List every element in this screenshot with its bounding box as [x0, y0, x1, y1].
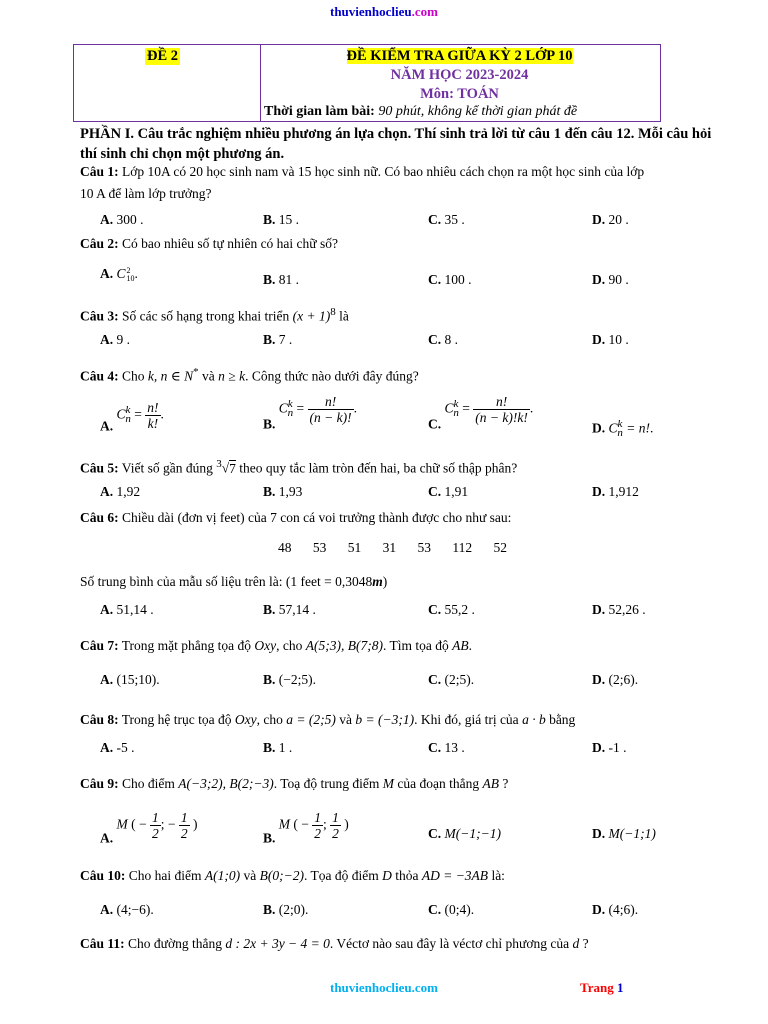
q4-option-c[interactable]: C. $C^k_n$ = $\frac{n!}{(n - k)!k!}$ . — [428, 394, 534, 432]
question-label: Câu 5: — [80, 460, 119, 476]
q6-option-d[interactable]: D. 52,26 . — [592, 602, 646, 617]
q1-option-b[interactable]: B. 15 . — [263, 212, 300, 227]
q9-option-d[interactable]: D. M(−1;1) — [592, 826, 656, 841]
question-3: Câu 3: Số các số hạng trong khai triển $(x + 1)^8$ là — [80, 306, 349, 324]
q4-option-b[interactable]: B. $C^k_n$ = $\frac{n!}{(n - k)!}$ . — [263, 394, 358, 432]
q8-option-b[interactable]: B. 1 . — [263, 740, 293, 755]
q9-option-a[interactable]: A. M ( − $\frac{1}{2}$ ; − $\frac{1}{2}$ ) — [100, 810, 198, 846]
question-text: Lớp 10A có 20 học sinh nam và 15 học sinh nữ. Có bao nhiêu cách chọn ra một học sinh của lớp — [118, 164, 645, 179]
q5-option-b[interactable]: B. 1,93 — [263, 484, 303, 499]
question-text: Có bao nhiêu số tự nhiên có hai chữ số? — [118, 236, 338, 251]
question-1-line2 — [80, 186, 211, 202]
q2-option-c[interactable]: C. 100 . — [428, 272, 472, 287]
q1-option-c[interactable]: C. 35 . — [428, 212, 465, 227]
q7-option-c[interactable]: C. (2;5). — [428, 672, 475, 687]
school-year: NĂM HỌC 2023-2024 — [390, 67, 529, 83]
question-7: Câu 7: Trong mặt phẳng tọa độ Oxy, cho A(5;3), B(7;8). Tìm tọa độ AB. — [80, 638, 472, 653]
question-1 — [80, 164, 644, 180]
q5-option-c[interactable]: C. 1,91 — [428, 484, 469, 499]
question-label: Câu 8: — [80, 712, 119, 727]
question-label: Câu 11: — [80, 936, 125, 951]
question-label: Câu 6: — [80, 510, 119, 525]
question-text: Số các số hạng trong khai triển — [118, 308, 293, 324]
q7-option-b[interactable]: B. (−2;5). — [263, 672, 316, 687]
question-label: Câu 1: — [80, 164, 119, 179]
exam-title — [260, 48, 659, 65]
question-2 — [80, 236, 338, 252]
question-label: Câu 7: — [80, 638, 119, 653]
subject: Môn: TOÁN — [420, 86, 499, 102]
q1-option-d[interactable]: D. 20 . — [592, 212, 629, 227]
question-5: Câu 5: Viết số gần đúng $^3$√7 theo quy tắc làm tròn đến hai, ba chữ số thập phân? — [80, 458, 518, 476]
q2-option-d[interactable]: D. 90 . — [592, 272, 629, 287]
q1-option-a[interactable]: A. 300 . — [100, 212, 144, 227]
question-8: Câu 8: Trong hệ trục tọa độ Oxy, cho a = (2;5) và b = (−3;1). Khi đó, giá trị của a · b bằng — [80, 712, 576, 727]
q10-option-d[interactable]: D. (4;6). — [592, 902, 639, 917]
q5-option-a[interactable]: A. 1,92 — [100, 484, 141, 499]
question-6: Câu 6: Chiều dài (đơn vị feet) của 7 con cá voi trưởng thành được cho như sau: — [80, 510, 512, 525]
page-number: Trang 1 — [580, 980, 624, 995]
q3-option-b[interactable]: B. 7 . — [263, 332, 293, 347]
class-name: 10 A — [80, 186, 106, 201]
time-limit — [264, 104, 577, 120]
q6-option-a[interactable]: A. 51,14 . — [100, 602, 154, 617]
q4-option-a[interactable]: A. $C^k_n$ = $\frac{n!}{k!}$ . — [100, 400, 164, 434]
question-label: Câu 3: — [80, 308, 119, 324]
q9-option-b[interactable]: B. M ( − $\frac{1}{2}$ ; $\frac{1}{2}$ ) — [263, 810, 349, 846]
q6-option-b[interactable]: B. 57,14 . — [263, 602, 316, 617]
q10-option-b[interactable]: B. (2;0). — [263, 902, 309, 917]
question-label: Câu 4: — [80, 368, 119, 384]
site-name: thuvienhoclieu — [330, 4, 412, 19]
q3-option-a[interactable]: A. 9 . — [100, 332, 130, 347]
question-label: Câu 9: — [80, 776, 119, 791]
question-text: để làm lớp trưởng? — [105, 186, 212, 201]
question-9: Câu 9: Cho điểm A(−3;2), B(2;−3). Toạ độ trung điểm M của đoạn thẳng AB ? — [80, 776, 509, 791]
q4-option-d[interactable]: D. $C^k_n = n$!. — [592, 418, 654, 440]
question-6-prompt: Số trung bình của mẫu số liệu trên là: (1 feet = 0,3048m) — [80, 574, 388, 589]
part-1-heading: PHẦN I. Câu trắc nghiệm nhiều phương án lựa chọn. Thí sinh trả lời từ câu 1 đến câu 12. Mỗi câu hỏi thí sinh chỉ chọn một phương án. — [80, 126, 712, 162]
exam-code: ĐỀ 2 — [147, 48, 179, 64]
q3-option-d[interactable]: D. 10 . — [592, 332, 629, 347]
q2-option-a[interactable]: A. C 2 10 . — [100, 265, 138, 283]
q8-option-c[interactable]: C. 13 . — [428, 740, 465, 755]
question-4: Câu 4: Cho k, n ∈ N* và n ≥ k. Công thức nào dưới đây đúng? — [80, 366, 419, 384]
question-11: Câu 11: Cho đường thẳng d : 2x + 3y − 4 = 0. Véctơ nào sau đây là véctơ chỉ phương của d ? — [80, 936, 589, 951]
exam-title-text: ĐỀ KIỂM TRA GIỮA KỲ 2 LỚP 10 — [346, 48, 573, 64]
question-10: Câu 10: Cho hai điểm A(1;0) và B(0;−2). Tọa độ điểm D thỏa AD = −3AB là: — [80, 868, 505, 883]
q7-option-d[interactable]: D. (2;6). — [592, 672, 639, 687]
q8-option-a[interactable]: A. -5 . — [100, 740, 135, 755]
q10-option-c[interactable]: C. (0;4). — [428, 902, 475, 917]
q5-option-d[interactable]: D. 1,912 — [592, 484, 639, 499]
time-label: Thời gian làm bài: — [264, 104, 375, 119]
site-header — [0, 4, 768, 20]
site-domain: .com — [411, 4, 438, 19]
q8-option-d[interactable]: D. -1 . — [592, 740, 627, 755]
footer-site: thuvienhoclieu.com — [330, 980, 438, 995]
q6-option-c[interactable]: C. 55,2 . — [428, 602, 475, 617]
time-value: 90 phút, không kể thời gian phát đề — [374, 104, 578, 119]
q2-option-b[interactable]: B. 81 . — [263, 272, 300, 287]
q7-option-a[interactable]: A. (15;10). — [100, 672, 160, 687]
whale-length-data: 48 53 51 31 53 112 52 — [278, 540, 507, 555]
question-label: Câu 2: — [80, 236, 119, 251]
q3-option-c[interactable]: C. 8 . — [428, 332, 458, 347]
q10-option-a[interactable]: A. (4;−6). — [100, 902, 154, 917]
q9-option-c[interactable]: C. M(−1;−1) — [428, 826, 501, 841]
question-label: Câu 10: — [80, 868, 126, 883]
